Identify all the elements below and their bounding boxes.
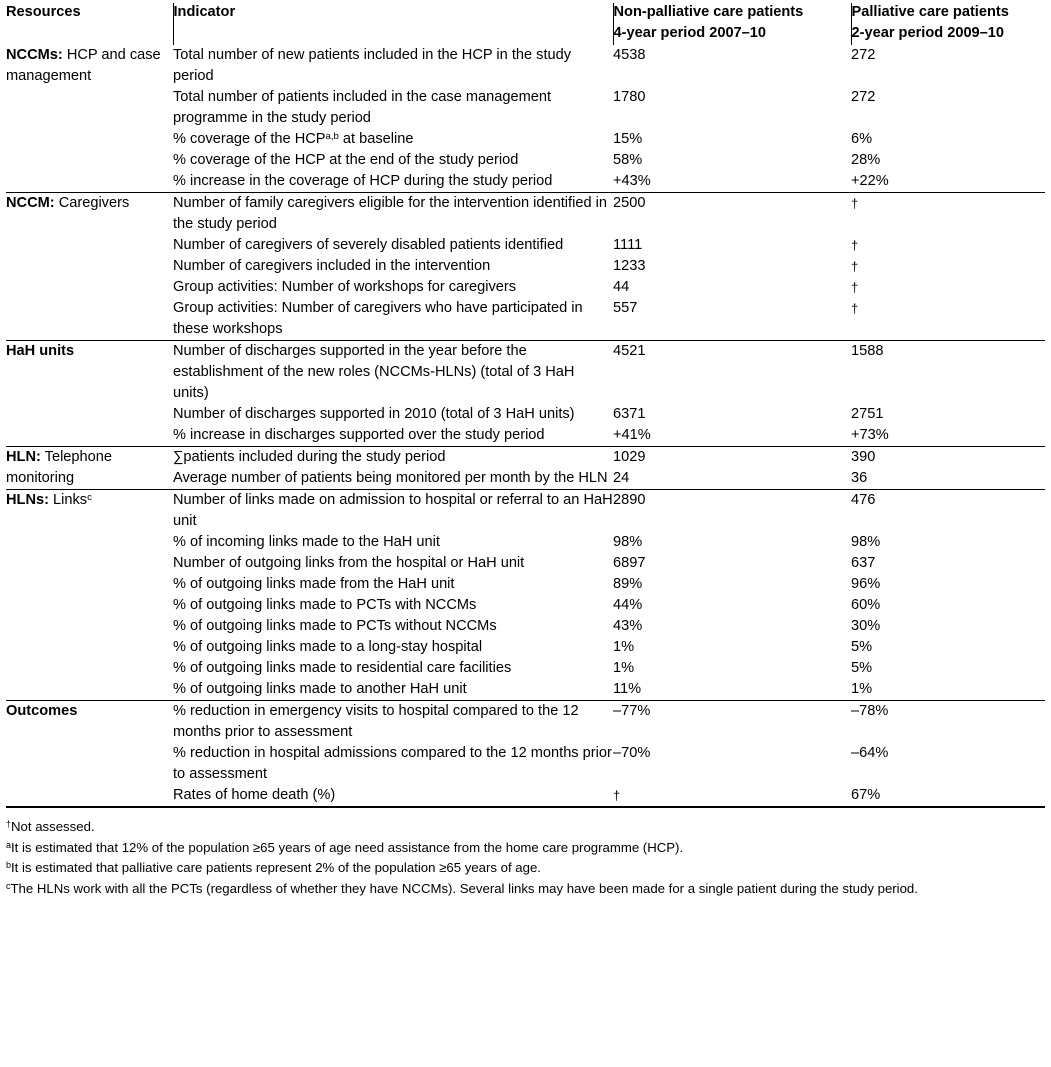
non-palliative-value: 24 bbox=[613, 470, 630, 486]
non-palliative-value: 1% bbox=[613, 660, 635, 676]
indicator-entry: Average number of patients being monitored per month by the HLN bbox=[173, 470, 608, 486]
resource-label-bold: NCCM: bbox=[6, 195, 55, 211]
column-header-resources: Resources bbox=[6, 4, 81, 20]
non-palliative-value: 1780 bbox=[613, 89, 646, 105]
indicator-entry: Rates of home death (%) bbox=[173, 787, 336, 803]
palliative-value-cell bbox=[851, 341, 1045, 447]
indicator-entry: % increase in the coverage of HCP during the study period bbox=[173, 173, 553, 189]
resource-label-bold: NCCMs: bbox=[6, 47, 63, 63]
palliative-value-cell bbox=[851, 701, 1045, 808]
palliative-value: 6% bbox=[851, 131, 873, 147]
non-palliative-value: 1% bbox=[613, 639, 635, 655]
header-row bbox=[6, 3, 1045, 45]
column-header-indicator: Indicator bbox=[173, 3, 613, 45]
palliative-value: 637 bbox=[851, 555, 876, 571]
indicator-entry: % coverage of the HCP$^{a,b}$ at baseline bbox=[173, 130, 414, 147]
non-palliative-value-cell bbox=[613, 447, 851, 490]
table-section-row bbox=[6, 701, 1045, 808]
non-palliative-value-cell bbox=[613, 701, 851, 808]
palliative-value: –78% bbox=[851, 703, 889, 719]
palliative-value-cell bbox=[851, 490, 1045, 701]
non-palliative-value: 6897 bbox=[613, 555, 646, 571]
resource-cell bbox=[6, 701, 173, 808]
non-palliative-value: 44% bbox=[613, 597, 643, 613]
palliative-value: 2751 bbox=[851, 406, 884, 422]
table-section-row bbox=[6, 341, 1045, 447]
non-palliative-value: 11% bbox=[613, 681, 642, 697]
non-palliative-value: 58% bbox=[613, 152, 643, 168]
indicator-entry: % of outgoing links made to another HaH unit bbox=[173, 681, 467, 697]
non-palliative-value: 2890 bbox=[613, 492, 646, 508]
resource-cell bbox=[6, 447, 173, 490]
resource-label-rest: Telephone monitoring bbox=[6, 449, 113, 486]
non-palliative-value-cell bbox=[613, 490, 851, 701]
non-palliative-value: –77% bbox=[613, 703, 651, 719]
footnote-line bbox=[6, 817, 1045, 838]
palliative-value: 60% bbox=[851, 597, 881, 613]
palliative-value-cell bbox=[851, 45, 1045, 193]
resources-indicators-table bbox=[6, 3, 1045, 808]
indicator-cell bbox=[173, 341, 613, 447]
resource-label-rest: HCP and case management bbox=[6, 47, 161, 84]
resource-label-rest: Links bbox=[48, 492, 88, 508]
non-palliative-value: 6371 bbox=[613, 406, 646, 422]
non-palliative-value: 2500 bbox=[613, 195, 646, 211]
resource-cell bbox=[6, 341, 173, 447]
column-header-palliative-line1: Palliative care patients bbox=[851, 4, 1009, 20]
non-palliative-value: 1233 bbox=[613, 258, 646, 274]
non-palliative-value-cell bbox=[613, 45, 851, 193]
column-header-non-palliative bbox=[613, 3, 851, 45]
non-palliative-value: 43% bbox=[613, 618, 643, 634]
table-section-row bbox=[6, 447, 1045, 490]
non-palliative-value: 15% bbox=[613, 131, 643, 147]
footnote-text: The HLNs work with all the PCTs (regardless of whether they have NCCMs). Several links may have been made for a single patient during the study period. bbox=[10, 880, 918, 896]
palliative-value: 96% bbox=[851, 576, 881, 592]
indicator-entry: Number of discharges supported in the year before the establishment of the new roles (NCCMs-HLNs) (total of 3 HaH units) bbox=[173, 343, 575, 401]
resource-label-bold: HaH units bbox=[6, 343, 75, 359]
indicator-entry: % of outgoing links made to a long-stay hospital bbox=[173, 639, 483, 655]
footnote-text: It is estimated that 12% of the population ≥65 years of age need assistance from the home care programme (HCP). bbox=[11, 839, 684, 855]
palliative-value-cell bbox=[851, 447, 1045, 490]
palliative-value: 36 bbox=[851, 470, 868, 486]
palliative-value: 5% bbox=[851, 660, 873, 676]
palliative-value: † bbox=[851, 259, 859, 274]
palliative-value: 390 bbox=[851, 449, 876, 465]
resource-label-bold: Outcomes bbox=[6, 703, 78, 719]
resource-cell bbox=[6, 490, 173, 701]
palliative-value: +73% bbox=[851, 427, 889, 443]
palliative-value: 28% bbox=[851, 152, 881, 168]
non-palliative-value: 1029 bbox=[613, 449, 646, 465]
resource-label-bold: HLNs: bbox=[6, 492, 49, 508]
table-section-row bbox=[6, 45, 1045, 193]
palliative-value: 5% bbox=[851, 639, 873, 655]
indicator-entry: % coverage of the HCP at the end of the study period bbox=[173, 152, 519, 168]
palliative-value: –64% bbox=[851, 745, 889, 761]
column-header-non-palliative-line2: 4-year period 2007–10 bbox=[613, 25, 767, 41]
non-palliative-value: 98% bbox=[613, 534, 643, 550]
indicator-entry: % of outgoing links made to PCTs without NCCMs bbox=[173, 618, 497, 634]
footnote-line bbox=[6, 858, 1045, 879]
table-body bbox=[6, 45, 1045, 807]
non-palliative-value: –70% bbox=[613, 745, 651, 761]
non-palliative-value: +41% bbox=[613, 427, 651, 443]
palliative-value: 98% bbox=[851, 534, 881, 550]
resource-cell bbox=[6, 45, 173, 193]
indicator-entry: % of outgoing links made to PCTs with NCCMs bbox=[173, 597, 477, 613]
table-footnotes bbox=[6, 817, 1045, 899]
resource-footnote-marker: c bbox=[87, 491, 92, 503]
indicator-entry: % reduction in emergency visits to hospital compared to the 12 months prior to assessment bbox=[173, 703, 579, 740]
indicator-entry: ∑patients included during the study period bbox=[173, 449, 446, 465]
footnote-line bbox=[6, 879, 1045, 900]
indicator-entry: Number of links made on admission to hospital or referral to an HaH unit bbox=[173, 492, 613, 529]
non-palliative-value: † bbox=[613, 788, 621, 803]
indicator-entry: Number of discharges supported in 2010 (total of 3 HaH units) bbox=[173, 406, 575, 422]
resource-cell bbox=[6, 193, 173, 341]
palliative-value: † bbox=[851, 196, 859, 211]
palliative-value: +22% bbox=[851, 173, 889, 189]
resource-label-bold: HLN: bbox=[6, 449, 41, 465]
table-header bbox=[6, 3, 1045, 45]
indicator-entry: Group activities: Number of caregivers who have participated in these workshops bbox=[173, 300, 583, 337]
palliative-value: † bbox=[851, 238, 859, 253]
palliative-value: † bbox=[851, 280, 859, 295]
palliative-value: 67% bbox=[851, 787, 881, 803]
indicator-entry: Number of caregivers of severely disabled patients identified bbox=[173, 237, 564, 253]
non-palliative-value: 557 bbox=[613, 300, 638, 316]
footnote-line bbox=[6, 838, 1045, 859]
indicator-entry: Total number of patients included in the case management programme in the study period bbox=[173, 89, 552, 126]
footnote-marker: b bbox=[6, 860, 12, 871]
palliative-value: 1% bbox=[851, 681, 873, 697]
non-palliative-value: 4538 bbox=[613, 47, 646, 63]
indicator-cell bbox=[173, 45, 613, 193]
non-palliative-value: 89% bbox=[613, 576, 643, 592]
table-section-row bbox=[6, 193, 1045, 341]
indicator-cell bbox=[173, 490, 613, 701]
non-palliative-value: 4521 bbox=[613, 343, 646, 359]
non-palliative-value: +43% bbox=[613, 173, 651, 189]
palliative-value-cell bbox=[851, 193, 1045, 341]
indicator-entry: % increase in discharges supported over the study period bbox=[173, 427, 545, 443]
indicator-cell bbox=[173, 193, 613, 341]
palliative-value: 272 bbox=[851, 47, 876, 63]
indicator-entry: % of outgoing links made to residential care facilities bbox=[173, 660, 512, 676]
column-header-palliative bbox=[851, 3, 1045, 45]
column-header-non-palliative-line1: Non-palliative care patients bbox=[613, 4, 804, 20]
indicator-footnote-marker: a,b bbox=[325, 130, 339, 142]
non-palliative-value: 44 bbox=[613, 279, 630, 295]
indicator-entry: Number of family caregivers eligible for the intervention identified in the study period bbox=[173, 195, 607, 232]
indicator-entry: Total number of new patients included in the HCP in the study period bbox=[173, 47, 572, 84]
indicator-entry: % reduction in hospital admissions compared to the 12 months prior to assessment bbox=[173, 745, 612, 782]
indicator-entry: % of incoming links made to the HaH unit bbox=[173, 534, 440, 550]
footnote-text: Not assessed. bbox=[11, 819, 95, 834]
table-section-row bbox=[6, 490, 1045, 701]
non-palliative-value-cell bbox=[613, 193, 851, 341]
indicator-entry: Number of outgoing links from the hospital or HaH unit bbox=[173, 555, 525, 571]
resource-label-rest: Caregivers bbox=[54, 195, 130, 211]
footnote-marker: a bbox=[6, 839, 12, 850]
palliative-value: 476 bbox=[851, 492, 876, 508]
footnote-marker: c bbox=[6, 880, 11, 891]
indicator-entry: % of outgoing links made from the HaH unit bbox=[173, 576, 455, 592]
palliative-value: 30% bbox=[851, 618, 881, 634]
indicator-cell bbox=[173, 701, 613, 808]
non-palliative-value: 1111 bbox=[613, 237, 643, 253]
indicator-entry: Group activities: Number of workshops for caregivers bbox=[173, 279, 517, 295]
non-palliative-value-cell bbox=[613, 341, 851, 447]
column-header-palliative-line2: 2-year period 2009–10 bbox=[851, 25, 1005, 41]
palliative-value: 1588 bbox=[851, 343, 884, 359]
palliative-value: 272 bbox=[851, 89, 876, 105]
indicator-cell bbox=[173, 447, 613, 490]
footnote-marker: † bbox=[6, 819, 12, 830]
footnote-text: It is estimated that palliative care patients represent 2% of the population ≥65 years of age. bbox=[11, 860, 541, 875]
indicator-entry: Number of caregivers included in the intervention bbox=[173, 258, 491, 274]
palliative-value: † bbox=[851, 301, 859, 316]
